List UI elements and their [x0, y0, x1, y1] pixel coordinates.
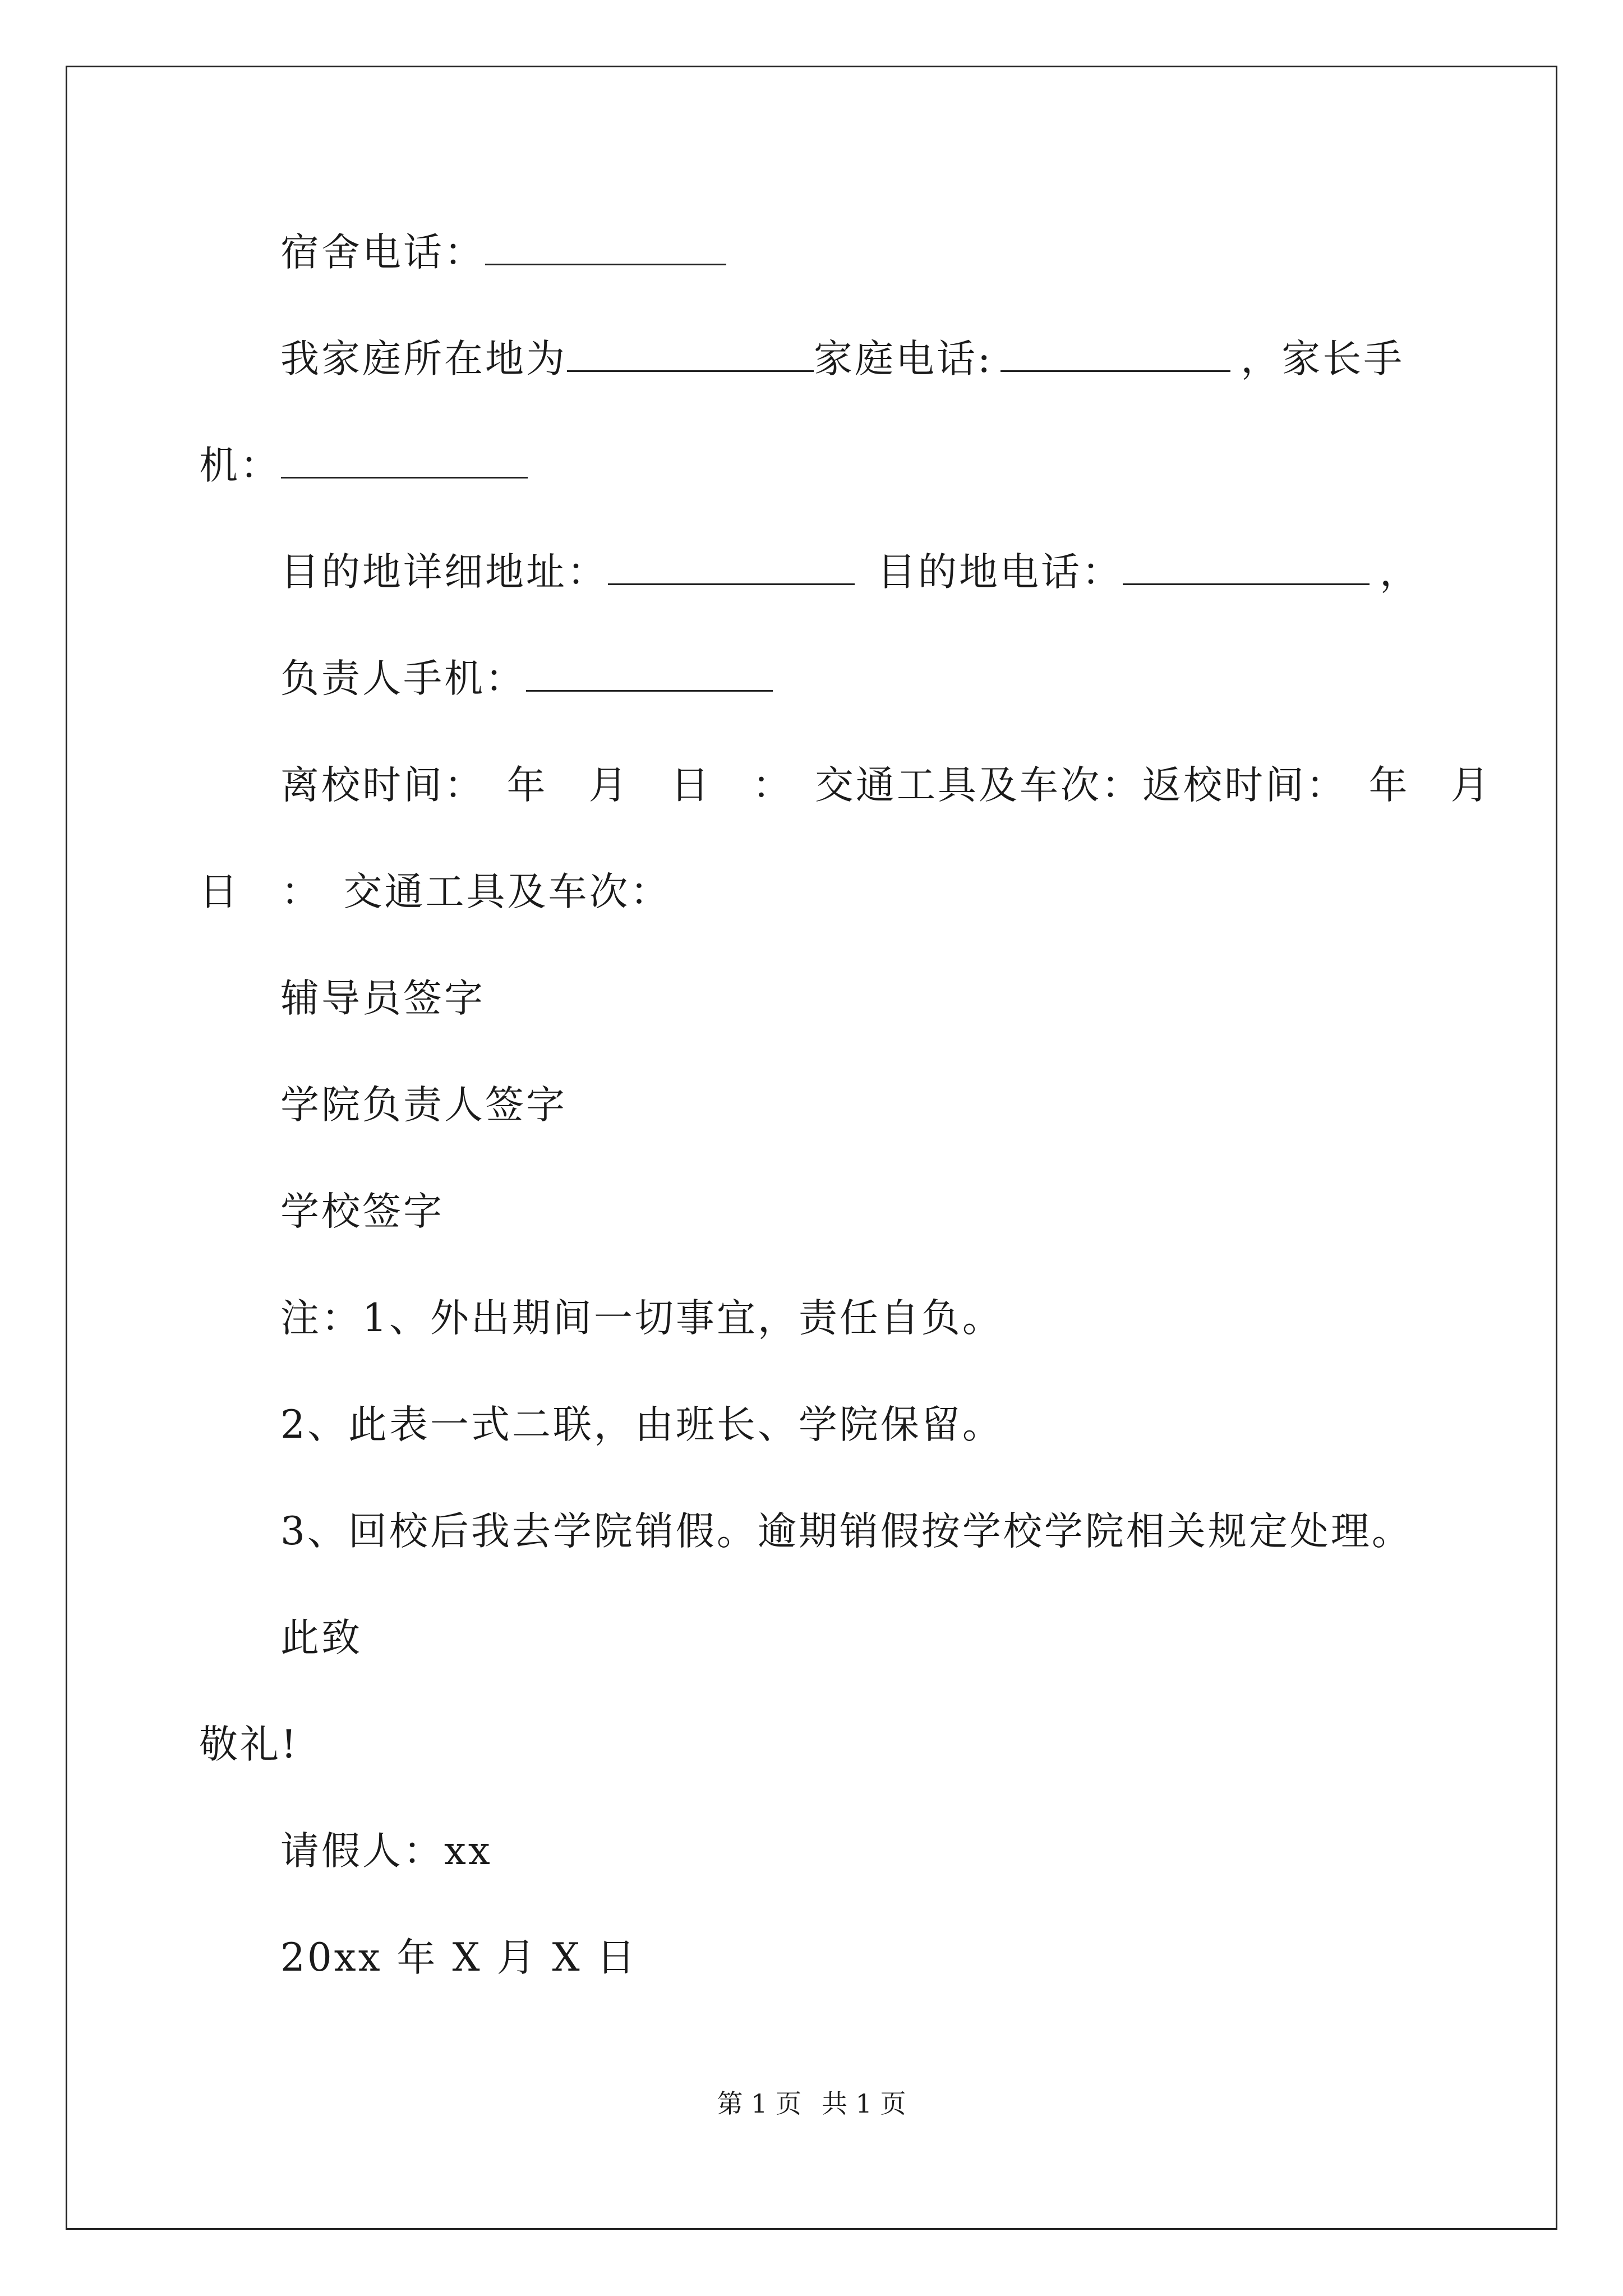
dorm-phone-line — [280, 227, 726, 278]
closing-regards: 敬礼! — [199, 1722, 299, 1767]
family-info-line — [280, 334, 1404, 384]
person-mobile-line — [280, 654, 773, 704]
page-border — [66, 66, 1557, 2230]
application-date: 20xx 年 X 月 X 日 — [280, 1935, 638, 1980]
person-mobile-blank[interactable] — [526, 656, 773, 692]
leave-time-line: 离校时间： 年 月 日 ： 交通工具及车次：返校时间： 年 月 — [280, 763, 1492, 808]
page-number-current: 第 1 页 — [717, 2088, 801, 2119]
note-item-1: 注：1、外出期间一切事宜，责任自负。 — [280, 1296, 1003, 1341]
family-location-blank[interactable] — [567, 337, 814, 372]
family-location-label: 我家庭所在地为 — [280, 337, 567, 381]
parent-mobile-blank[interactable] — [281, 443, 528, 478]
college-signature: 学院负责人签字 — [280, 1083, 567, 1128]
note-item-3: 3、回校后我去学院销假。逾期销假按学校学院相关规定处理。 — [280, 1509, 1413, 1554]
parent-mobile-line — [199, 440, 528, 491]
dest-phone-blank[interactable] — [1123, 550, 1370, 585]
page-number-total: 共 1 页 — [822, 2088, 906, 2119]
dest-phone-label: 目的地电话： — [877, 550, 1123, 595]
counselor-signature: 辅导员签字 — [280, 976, 485, 1021]
family-phone-blank[interactable] — [1000, 337, 1230, 372]
note-item-2: 2、此表一式二联，由班长、学院保留。 — [280, 1402, 1003, 1447]
school-signature: 学校签字 — [280, 1189, 444, 1234]
destination-line — [280, 547, 1421, 597]
dest-address-label: 目的地详细地址： — [280, 550, 608, 595]
dest-comma: ， — [1380, 550, 1421, 595]
page-footer — [0, 2087, 1623, 2120]
dorm-phone-label: 宿舍电话： — [280, 230, 485, 275]
parent-mobile-label-part2: 机： — [199, 443, 281, 488]
closing-salutation: 此致 — [280, 1616, 362, 1660]
person-mobile-label: 负责人手机： — [280, 656, 526, 701]
dorm-phone-blank[interactable] — [485, 230, 726, 265]
applicant-name: 请假人：xx — [280, 1829, 492, 1874]
parent-mobile-label-part1: ，家长手 — [1241, 337, 1405, 381]
dest-address-blank[interactable] — [608, 550, 855, 585]
leave-time-line-cont: 日 ： 交通工具及车次： — [199, 869, 671, 914]
family-phone-label: 家庭电话: — [814, 337, 993, 381]
